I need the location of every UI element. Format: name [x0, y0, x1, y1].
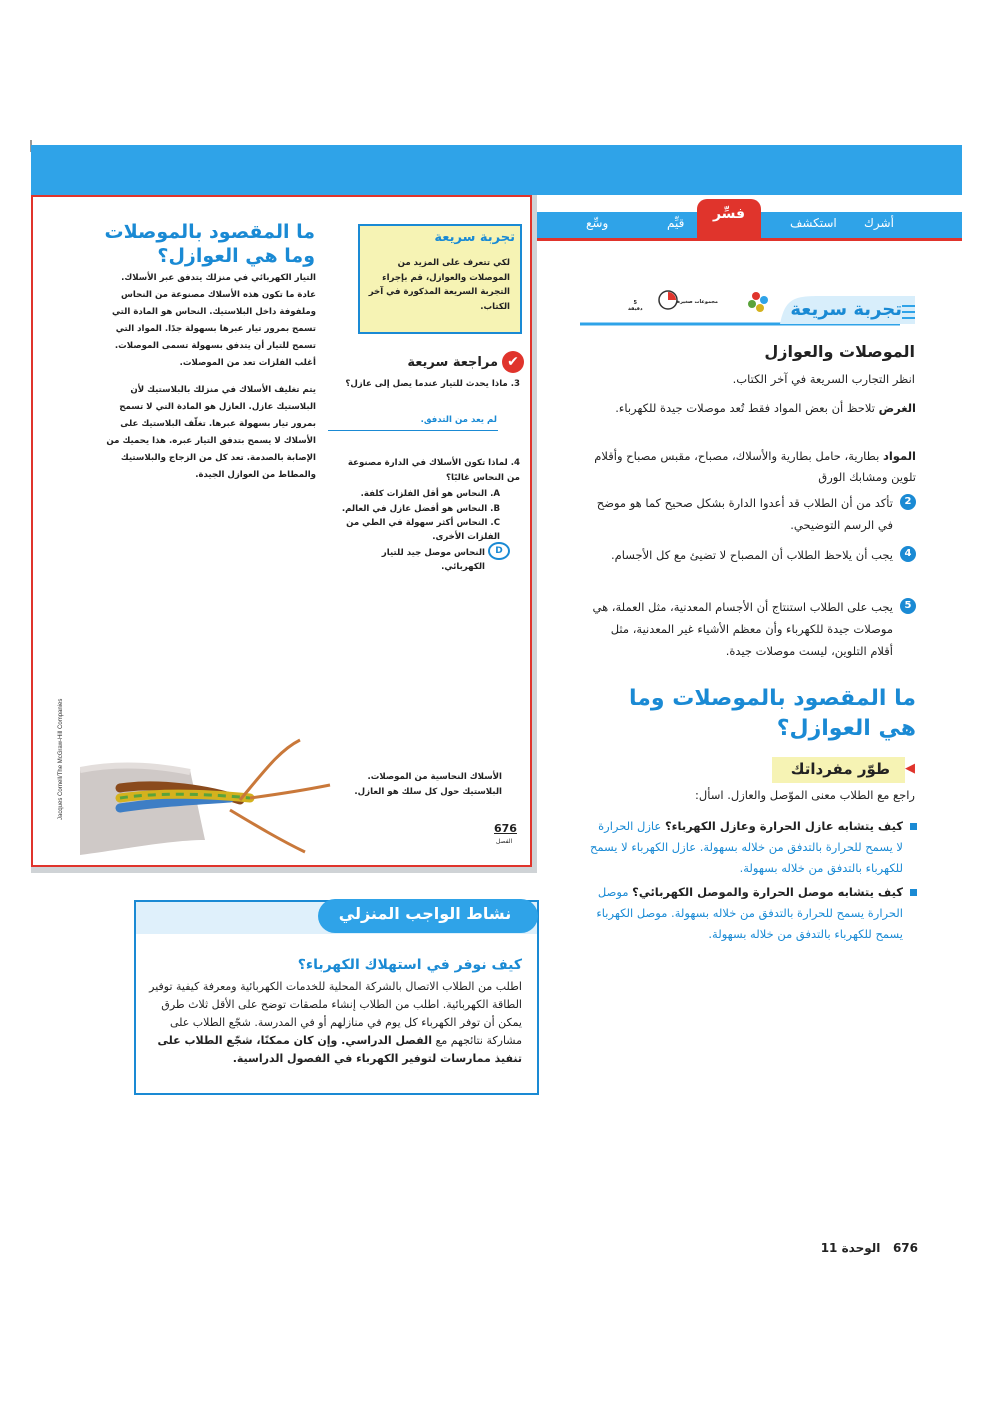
minutes-unit: دقيقة: [628, 306, 643, 312]
copper-strand-bottom: [230, 810, 305, 852]
question-3: [342, 377, 520, 392]
question-4-text: لماذا تكون الأسلاك في الدارة مصنوعة من النحاس غالبًا؟: [347, 458, 520, 483]
vocab-answer-1: عازل الحرارة لا يسمح للحرارة بالتدفق من خلاله بسهولة. عازل الكهرباء لا يسمح للكهرباء بالتدفق من خلاله بسهولة.: [589, 819, 903, 875]
quick-lab-callout-title: تجربة سريعة: [434, 230, 515, 245]
inset-title-line2: وما هي العوازل؟: [157, 245, 315, 267]
materials-text: بطارية، حامل بطارية والأسلاك، مصباح، مقبس مصباح وأقلام تلوين ومشابك الورق: [594, 449, 916, 484]
vocab-instruction: راجع مع الطلاب معنى الموّصل والعازل. اسأل:: [695, 788, 915, 802]
lab-materials: [588, 446, 916, 488]
bullet-icon: [910, 889, 917, 896]
checkmark-icon: ✔: [502, 351, 524, 373]
minutes-label: [628, 300, 643, 312]
question-4: [332, 456, 520, 486]
quick-review-title: مراجعة سريعة: [407, 355, 498, 370]
choice-a: A. النحاس هو أقل الفلزات كلفة.: [360, 489, 500, 499]
step-2-text: تأكد من أن الطلاب قد أعدوا الدارة بشكل صحيح كما هو موضح في الرسم التوضيحي.: [596, 496, 893, 532]
tab-explore[interactable]: استكشف: [790, 216, 837, 230]
tab-engage[interactable]: أشرك: [864, 216, 894, 230]
footer-unit: الوحدة 11: [820, 1241, 881, 1255]
page-footer: [800, 1241, 918, 1255]
answer-rule: [328, 430, 498, 431]
vocab-answer-2: موصل الحرارة يسمح للحرارة بالتدفق من خلاله بسهولة. موصل الكهرباء يسمح للكهرباء بالتدفق من خلاله بسهولة.: [596, 885, 903, 941]
step-2-badge: 2: [900, 494, 916, 510]
step-4-text: يجب أن يلاحظ الطلاب أن المصباح لا تضيئ مع كل الأجسام.: [610, 548, 893, 562]
cable-caption: الأسلاك النحاسية من الموصلات. البلاستيك حول كل سلك هو العازل.: [354, 772, 502, 797]
inset-title-line1: ما المقصود بالموصلات: [104, 221, 315, 243]
lab-reference: انظر التجارب السريعة في آخر الكتاب.: [732, 372, 915, 386]
homework-question: كيف نوفر في استهلاك الكهرباء؟: [297, 957, 522, 973]
copper-cable-illustration: [80, 690, 350, 865]
homework-text: [146, 978, 522, 1068]
step-4-badge: 4: [900, 546, 916, 562]
step-5-text: يجب على الطلاب استنتاج أن الأجسام المعدنية، مثل العملة، هي موصلات جيدة للكهرباء وأن معظم الأشياء غير المعدنية، مثل أقلام التلوين، ليست موصلات جيدة.: [592, 600, 893, 658]
purpose-label: الغرض: [878, 401, 916, 415]
inset-body-insulators: يتم تغليف الأسلاك في منزلك بالبلاستيك لأن البلاستيك عازل. العازل هو المادة التي لا تسمح بمرور تيار بسهولة عبرها. تغلّف البلاستيك على الأسلاك لا يسمح بتدفق التيار عبره. هذا يحميك من الإصابة بالصدمة. تعد كل من الزجاج والبلاستيك والمطاط من العوازل الجيدة.: [106, 385, 316, 480]
top-band: [31, 145, 962, 195]
quick-lab-callout-text: لكي تتعرف على المزيد من الموصلات والعوازل، قم بإجراء التجربة السريعة المذكورة في آخر الكتاب.: [368, 258, 510, 312]
group-icon-person4: [756, 304, 764, 312]
inset-unit-label: الفصل: [496, 838, 513, 845]
question-3-text: ماذا يحدث للتيار عندما يصل إلى عازل؟: [345, 379, 508, 389]
triangle-left-icon: ◀: [905, 761, 915, 776]
choice-d-circle: D: [488, 542, 510, 560]
photo-credit-text: Jacques Cornell/The McGraw-Hill Companies: [58, 698, 64, 820]
choice-c: C. النحاس أكثر سهولة في الطي من الفلزات الأخرى.: [346, 518, 500, 542]
vocab-question-2-text: كيف يتشابه موصل الحرارة والموصل الكهربائي؟: [632, 885, 903, 899]
group-icon-person3: [748, 300, 756, 308]
lab-heading: الموصلات والعوازل: [764, 342, 915, 361]
bullet-icon: [910, 823, 917, 830]
choice-d: النحاس موصل جيد للتيار الكهربائي.: [381, 548, 485, 572]
step-5-badge: 5: [900, 598, 916, 614]
section-heading-line1: ما المقصود بالموصلات وما: [629, 686, 916, 711]
tab-extend[interactable]: وسِّع: [586, 216, 609, 230]
group-icon-person1: [752, 292, 760, 300]
vocab-question-1: [588, 816, 903, 879]
small-groups-label: مجموعات صغيرة: [677, 299, 719, 305]
purpose-text: تلاحظ أن بعض المواد فقط تُعد موصلات جيدة للكهرباء.: [615, 401, 875, 415]
inset-page-number: 676: [494, 822, 517, 835]
photo-credit: [52, 645, 66, 820]
section-heading: [600, 684, 916, 744]
quick-lab-title: تجربة سريعة: [790, 299, 902, 320]
materials-label: المواد: [882, 449, 916, 463]
homework-text-plain: اطلب من الطلاب الاتصال بالشركة المحلية للخدمات الكهربائية ومعرفة كيفية توفير الطاقة الكهربائية. اطلب من الطلاب إنشاء ملصقات توضح على الأقل ثلاث طرق يمكن أن توفر الكهرباء كل يوم في منازلهم أو في المدرسة. شجّع الطلاب على مشاركة نتائجهم مع: [149, 980, 522, 1047]
choice-b: B. النحاس هو أفضل عازل في العالم.: [341, 504, 500, 514]
tab-explain[interactable]: فسِّر: [712, 206, 746, 222]
vocab-question-1-text: كيف يتشابه عازل الحرارة وعازل الكهرباء؟: [664, 819, 903, 833]
footer-page-number: 676: [892, 1241, 918, 1255]
lab-purpose: [588, 398, 916, 419]
inset-body-conductors: التيار الكهربائي في منزلك يتدفق عبر الأسلاك. عادة ما تكون هذه الأسلاك مصنوعة من النحاس وملفوفة داخل البلاستيك. النحاس هو المادة التي تسمح بمرور تيار عبرها بسهولة جدًا. المواد التي تسمح للتيار أن يتدفق بسهولة تسمى الموصلات. أغلب الفلزات تعد من الموصلات.: [111, 273, 316, 368]
question-4-number: 4.: [510, 458, 520, 468]
question-3-answer: لم يعد من التدفق.: [420, 415, 497, 425]
vocab-title: طوّر مفرداتك: [790, 760, 890, 778]
copper-strand-middle: [250, 785, 330, 798]
homework-title: نشاط الواجب المنزلي: [338, 904, 512, 923]
minutes-number: 5: [633, 300, 637, 306]
question-3-number: 3.: [510, 379, 520, 389]
vocab-question-2: [588, 882, 903, 945]
homework-text-bold: الفصل الدراسي. وإن كان ممكنًا، شجّع الطلاب على تنفيذ ممارسات لتوفير الكهرباء في الفصول الدراسية.: [157, 1034, 522, 1065]
tab-evaluate[interactable]: قيِّم: [667, 216, 685, 230]
section-heading-line2: هي العوازل؟: [776, 716, 916, 741]
inset-title: [100, 220, 315, 268]
group-icon-person2: [760, 296, 768, 304]
